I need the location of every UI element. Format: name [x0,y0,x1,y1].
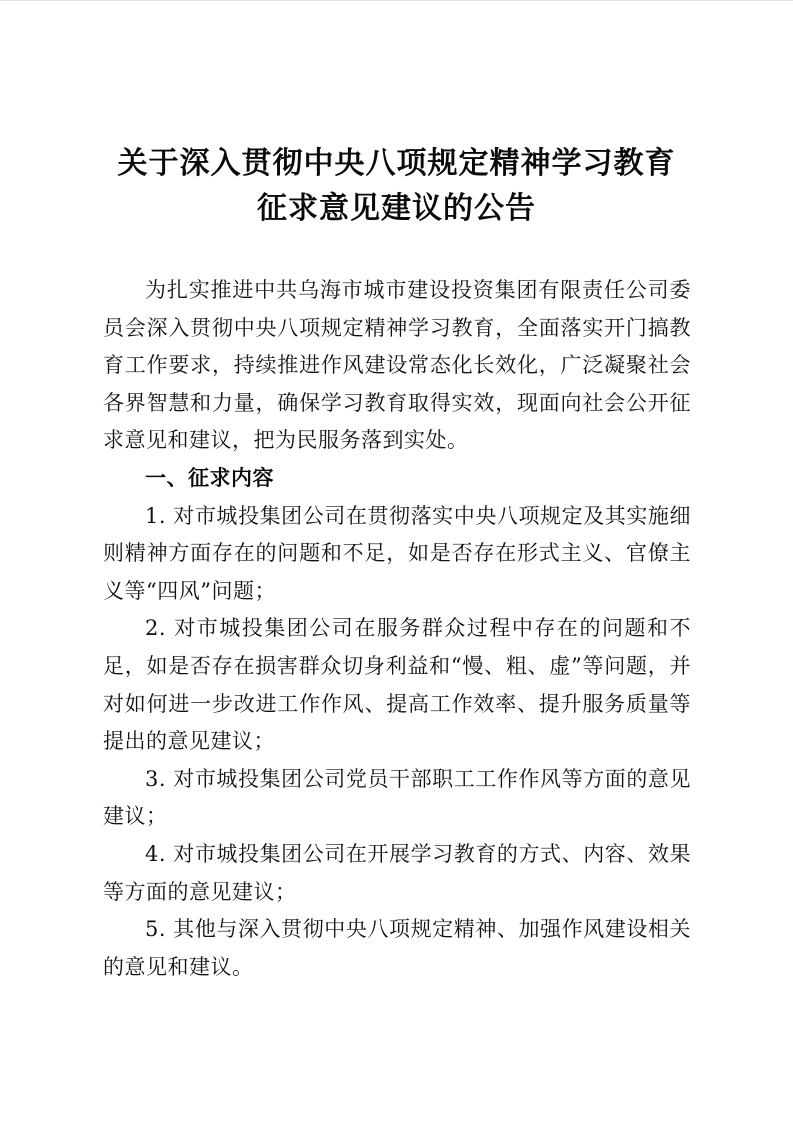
title-line-1: 关于深入贯彻中央八项规定精神学习教育 [117,146,676,181]
paragraph: 1. 对市城投集团公司在贯彻落实中央八项规定及其实施细则精神方面存在的问题和不足，如是否存在形式主义、官僚主义等“四风”问题； [103,503,691,603]
document-body [103,272,691,986]
title-line-2: 征求意见建议的公告 [257,191,536,226]
paragraph: 4. 对市城投集团公司在开展学习教育的方式、内容、效果等方面的意见建议； [103,841,691,904]
document-title [0,1,793,231]
paragraph: 3. 对市城投集团公司党员干部职工工作作风等方面的意见建议； [103,766,691,829]
paragraph: 2. 对市城投集团公司在服务群众过程中存在的问题和不足，如是否存在损害群众切身利益和“慢、粗、虚”等问题，并对如何进一步改进工作作风、提高工作效率、提升服务质量等提出的意见建议； [103,616,691,754]
paragraph: 为扎实推进中共乌海市城市建设投资集团有限责任公司委员会深入贯彻中央八项规定精神学习教育，全面落实开门搞教育工作要求，持续推进作风建设常态化长效化，广泛凝聚社会各界智慧和力量，确保学习教育取得实效，现面向社会公开征求意见和建议，把为民服务落到实处。 [103,278,691,453]
paragraph: 5. 其他与深入贯彻中央八项规定精神、加强作风建设相关的意见和建议。 [103,917,691,979]
section-heading: 一、征求内容 [145,465,274,490]
